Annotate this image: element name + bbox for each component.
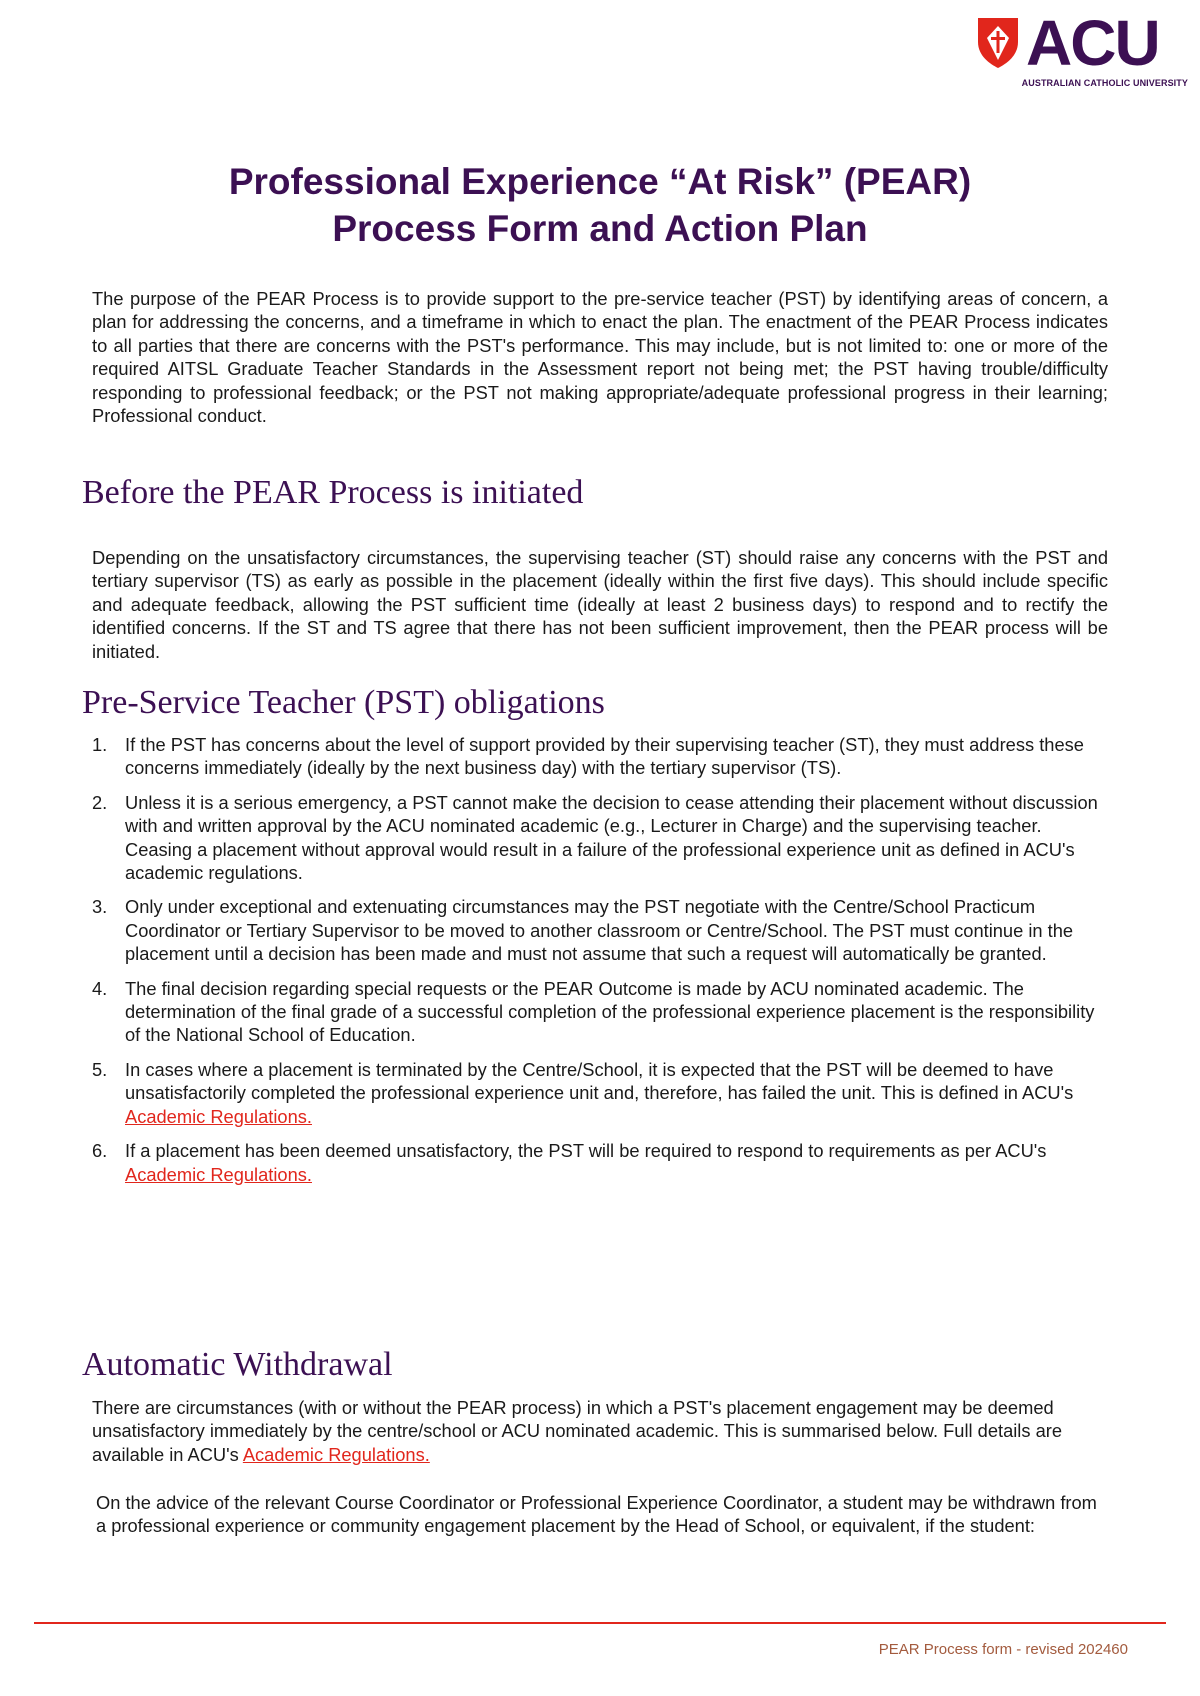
- list-item-text: The final decision regarding special requests or the PEAR Outcome is made by ACU nominated academic. The determination of the final grade of a successful completion of the professional experience placement is the responsibility of the National School of Education.: [125, 977, 1095, 1046]
- academic-regulations-link[interactable]: Academic Regulations.: [125, 1163, 312, 1185]
- heading-before-pear: Before the PEAR Process is initiated: [82, 474, 584, 511]
- academic-regulations-link[interactable]: Academic Regulations.: [242, 1443, 430, 1465]
- acu-logo: [976, 7, 1188, 94]
- heading-pst-obligations: Pre-Service Teacher (PST) obligations: [82, 684, 605, 721]
- list-item-text: If a placement has been deemed unsatisfactory, the PST will be required to respond to requirements as per ACU's: [125, 1140, 1047, 1162]
- list-item-number: 2.: [92, 791, 108, 813]
- list-item: [92, 895, 1108, 965]
- list-item: [92, 1058, 1108, 1128]
- list-item-number: 4.: [92, 977, 108, 999]
- withdrawal-paragraph-2: On the advice of the relevant Course Coordinator or Professional Experience Coordinator, a student may be withdrawn from a professional experience or community engagement placement by the Head of School, or equivalent, if the student:: [96, 1492, 1097, 1537]
- list-item: [92, 977, 1108, 1047]
- before-paragraph: Depending on the unsatisfactory circumstances, the supervising teacher (ST) should raise any concerns with the PST and tertiary supervisor (TS) as early as possible in the placement (ideally within the first five days). This should include specific and adequate feedback, allowing the PST sufficient time (ideally at least 2 business days) to respond and to rectify the identified concerns. If the ST and TS agree that there has not been sufficient improvement, then the PEAR process will be initiated.: [92, 547, 1108, 662]
- title-line-1: Professional Experience “At Risk” (PEAR): [228, 161, 972, 202]
- academic-regulations-link[interactable]: Academic Regulations.: [125, 1105, 312, 1127]
- list-item-number: 5.: [92, 1058, 108, 1080]
- list-item-number: 6.: [92, 1140, 108, 1162]
- heading-automatic-withdrawal: Automatic Withdrawal: [82, 1346, 393, 1383]
- logo-wordmark: ACU: [1026, 7, 1159, 79]
- list-item-text: If the PST has concerns about the level of support provided by their supervising teacher (ST), they must address these concerns immediately (ideally by the next business day) with the tertiary supervisor (TS).: [125, 734, 1084, 779]
- list-item: [92, 733, 1108, 780]
- list-item-text: Only under exceptional and extenuating circumstances may the PST negotiate with the Centre/School Practicum Coordinator or Tertiary Supervisor to be moved to another classroom or Centre/School. The PST must continue in the placement until a decision has been made and must not assume that such a request will automatically be granted.: [125, 896, 1074, 965]
- list-item-number: 3.: [92, 896, 108, 918]
- obligations-list: [92, 733, 1108, 1197]
- logo-tagline: AUSTRALIAN CATHOLIC UNIVERSITY: [1021, 78, 1188, 88]
- footer-text: PEAR Process form - revised 202460: [878, 1641, 1128, 1658]
- title-line-2: Process Form and Action Plan: [332, 208, 868, 249]
- document-title: [0, 158, 1200, 252]
- list-item: [92, 791, 1108, 885]
- footer-divider: [34, 1622, 1166, 1624]
- list-item-text: Unless it is a serious emergency, a PST cannot make the decision to cease attending their placement without discussion with and written approval by the ACU nominated academic (e.g., Lecturer in Charge) and the supervising teacher. Ceasing a placement without approval would result in a failure of the professional experience unit as defined in ACU's academic regulations.: [125, 791, 1098, 884]
- withdrawal-paragraph-1: [92, 1396, 1108, 1466]
- list-item-text: In cases where a placement is terminated by the Centre/School, it is expected that the PST will be deemed to have unsatisfactorily completed the professional experience unit and, therefore, has failed the unit. This is defined in ACU's: [125, 1058, 1074, 1104]
- intro-paragraph: The purpose of the PEAR Process is to provide support to the pre-service teacher (PST) by identifying areas of concern, a plan for addressing the concerns, and a timeframe in which to enact the plan. The enactment of the PEAR Process indicates to all parties that there are concerns with the PST's performance. This may include, but is not limited to: one or more of the required AITSL Graduate Teacher Standards in the Assessment report not being met; the PST having trouble/difficulty responding to professional feedback; or the PST not making appropriate/adequate professional progress in their learning; Professional conduct.: [92, 288, 1108, 427]
- shield-icon: [976, 16, 1020, 70]
- list-item-number: 1.: [92, 734, 108, 755]
- withdrawal-paragraph-1-text: There are circumstances (with or without the PEAR process) in which a PST's placement engagement may be deemed unsatisfactory immediately by the centre/school or ACU nominated academic. This is summarised below. Full details are available in ACU's: [92, 1397, 1063, 1465]
- list-item: [92, 1139, 1108, 1186]
